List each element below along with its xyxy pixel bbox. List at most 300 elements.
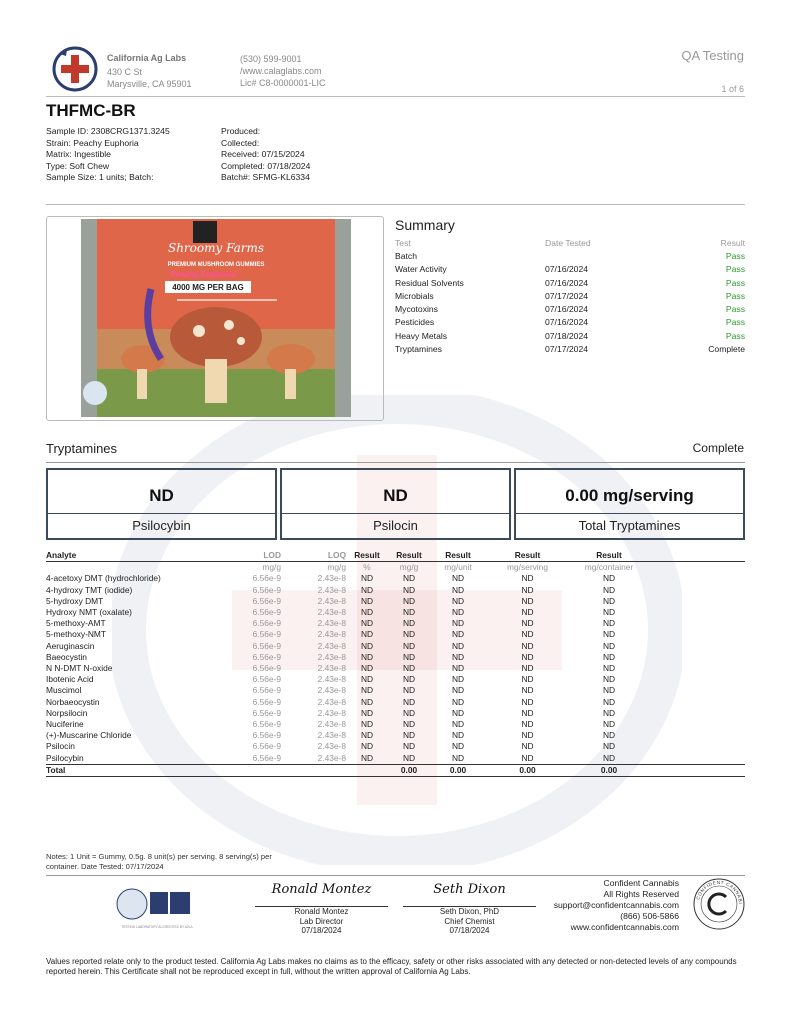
summary-row <box>395 329 745 342</box>
results-cell-3: ND <box>360 573 374 584</box>
results-cell-3: ND <box>360 595 374 606</box>
results-cell-6: ND <box>521 719 534 730</box>
results-cell-3: ND <box>360 685 374 696</box>
lab-phone: (530) 599-9001 <box>240 54 302 64</box>
results-cell-2: 2.43e-8 <box>317 730 346 741</box>
confident-cannabis-seal-icon <box>692 877 746 931</box>
confident-cannabis-info <box>554 878 679 933</box>
results-cell-6: ND <box>521 752 534 763</box>
signature-2-date: 07/18/2024 <box>449 926 490 935</box>
summary-test-result: Pass <box>725 250 745 261</box>
results-cell-2: 2.43e-8 <box>317 663 346 674</box>
results-cell-6: ND <box>521 584 534 595</box>
results-cell-6: ND <box>521 696 534 707</box>
results-cell-2: 2.43e-8 <box>317 629 346 640</box>
summary-test-date: 07/16/2024 <box>545 304 589 315</box>
results-header-0: Analyte <box>46 550 224 562</box>
sample-matrix: Matrix: Ingestible <box>46 149 111 159</box>
results-cell-5: ND <box>451 719 465 730</box>
results-cell-5: ND <box>451 618 465 629</box>
results-cell-1: 6.56e-9 <box>252 685 281 696</box>
results-cell-1: 6.56e-9 <box>252 674 281 685</box>
results-cell-4: ND <box>402 618 416 629</box>
results-cell-3: ND <box>360 663 374 674</box>
results-cell-2: 2.43e-8 <box>317 752 346 763</box>
results-unit-3: % <box>363 562 371 573</box>
results-row <box>46 652 745 663</box>
results-row <box>46 596 745 607</box>
lab-address-line1: 430 C St <box>107 67 143 77</box>
summary-test-date: 07/16/2024 <box>545 277 589 288</box>
sample-received: Received: 07/15/2024 <box>221 149 305 159</box>
results-cell-6: ND <box>521 629 534 640</box>
summary-title: Summary <box>395 217 455 233</box>
results-cell-5: ND <box>451 674 465 685</box>
results-total-2 <box>281 764 346 776</box>
card-psilocin <box>280 468 511 540</box>
results-cell-0: N N-DMT N-oxide <box>46 663 113 674</box>
results-cell-2: 2.43e-8 <box>317 685 346 696</box>
summary-test-result: Pass <box>725 330 745 341</box>
results-cell-0: 4-hydroxy TMT (iodide) <box>46 584 133 595</box>
lab-name: California Ag Labs <box>107 53 187 63</box>
summary-test-date: 07/18/2024 <box>545 330 589 341</box>
results-cell-4: ND <box>402 696 416 707</box>
product-photo <box>81 219 351 417</box>
results-row <box>46 741 745 752</box>
results-cell-0: Psilocin <box>46 741 75 752</box>
spacer-cell <box>649 629 745 640</box>
sample-strain: Strain: Peachy Euphoria <box>46 137 139 148</box>
results-cell-2: 2.43e-8 <box>317 607 346 618</box>
results-cell-7: ND <box>602 595 616 606</box>
results-header-1: LOD <box>224 550 281 562</box>
spacer-cell <box>649 685 745 696</box>
results-row <box>46 730 745 741</box>
summary-table <box>395 236 745 356</box>
results-cell-2: 2.43e-8 <box>317 573 346 584</box>
brand-logo-icon <box>193 221 217 243</box>
spacer-cell <box>649 741 745 752</box>
results-cell-7: ND <box>602 584 616 595</box>
sample-info-right <box>221 126 310 184</box>
signature-2-script: Seth Dixon <box>433 882 506 897</box>
sample-id: Sample ID: 2308CRG1371.3245 <box>46 126 170 136</box>
results-cell-5: ND <box>451 730 465 741</box>
spacer-cell <box>649 663 745 674</box>
results-row <box>46 618 745 629</box>
lab-contact <box>240 53 326 89</box>
results-cell-4: ND <box>402 663 416 674</box>
results-cell-6: ND <box>521 730 534 741</box>
spacer-cell <box>649 719 745 730</box>
results-cell-4: ND <box>402 730 416 741</box>
results-cell-6: ND <box>521 640 534 651</box>
results-cell-6: ND <box>521 741 534 752</box>
results-header-row <box>46 550 745 562</box>
lab-address-line2: Marysville, CA 95901 <box>107 79 192 89</box>
results-cell-1: 6.56e-9 <box>252 607 281 618</box>
results-cell-7: ND <box>602 674 616 685</box>
results-cell-3: ND <box>360 607 374 618</box>
results-row <box>46 753 745 765</box>
results-cell-7: ND <box>602 719 616 730</box>
summary-row <box>395 249 745 262</box>
spacer-cell <box>649 585 745 596</box>
results-cell-2: 2.43e-8 <box>317 674 346 685</box>
results-units-row <box>46 562 745 574</box>
results-cell-0: Psilocybin <box>46 752 84 763</box>
summary-row <box>395 316 745 329</box>
results-cell-1: 6.56e-9 <box>252 752 281 763</box>
doc-type: QA Testing <box>681 48 744 63</box>
summary-row <box>395 302 745 315</box>
results-cell-3: ND <box>360 640 374 651</box>
lab-license: Lic# C8-0000001-LIC <box>240 78 326 88</box>
results-cell-7: ND <box>602 573 616 584</box>
footer-divider <box>46 875 745 876</box>
results-unit-0 <box>46 562 224 574</box>
summary-test-name: Batch <box>395 250 417 261</box>
results-row <box>46 585 745 596</box>
results-cell-5: ND <box>451 663 465 674</box>
results-cell-3: ND <box>360 730 374 741</box>
results-cell-5: ND <box>451 573 465 584</box>
results-cell-0: Norbaeocystin <box>46 696 100 707</box>
card-psilocybin-label: Psilocybin <box>48 513 275 538</box>
card-total-label: Total Tryptamines <box>516 513 743 538</box>
results-row <box>46 663 745 674</box>
results-unit-6: mg/serving <box>507 562 548 573</box>
page-number: 1 of 6 <box>721 84 744 94</box>
results-cell-1: 6.56e-9 <box>252 663 281 674</box>
spacer-cell <box>649 550 745 562</box>
package-line1: PREMIUM MUSHROOM GUMMIES <box>167 262 265 268</box>
results-cell-3: ND <box>360 719 374 730</box>
results-cell-3: ND <box>360 752 374 763</box>
cc-phone: (866) 506-5866 <box>620 911 679 921</box>
results-cell-5: ND <box>451 752 465 763</box>
summary-test-name: Tryptamines <box>395 344 442 355</box>
results-cell-4: ND <box>402 584 416 595</box>
results-total-7: 0.00 <box>569 764 649 776</box>
results-cell-4: ND <box>402 629 416 640</box>
summary-header-date: Date Tested <box>545 237 591 248</box>
summary-test-date: 07/17/2024 <box>545 290 589 301</box>
results-cell-4: ND <box>402 607 416 618</box>
sample-completed: Completed: 07/18/2024 <box>221 160 311 171</box>
summary-test-date: 07/16/2024 <box>545 264 589 275</box>
summary-test-name: Water Activity <box>395 264 447 275</box>
results-cell-1: 6.56e-9 <box>252 741 281 752</box>
results-cell-5: ND <box>451 584 465 595</box>
spacer-cell <box>649 573 745 584</box>
results-cell-2: 2.43e-8 <box>317 651 346 662</box>
results-cell-1: 6.56e-9 <box>252 696 281 707</box>
results-cell-7: ND <box>602 618 616 629</box>
results-cell-6: ND <box>521 651 534 662</box>
results-cell-6: ND <box>521 685 534 696</box>
results-cell-2: 2.43e-8 <box>317 584 346 595</box>
product-photo-frame <box>46 216 384 421</box>
results-cell-6: ND <box>521 663 534 674</box>
summary-test-name: Pesticides <box>395 317 435 328</box>
results-cell-4: ND <box>402 595 416 606</box>
card-psilocin-value: ND <box>383 486 408 505</box>
results-row <box>46 719 745 730</box>
results-row <box>46 607 745 618</box>
lab-logo-icon <box>52 46 98 92</box>
results-cell-7: ND <box>602 752 616 763</box>
results-cell-3: ND <box>360 674 374 685</box>
summary-header-test: Test <box>395 237 411 248</box>
results-cell-4: ND <box>402 674 416 685</box>
results-cell-2: 2.43e-8 <box>317 595 346 606</box>
tryptamines-results-table <box>46 550 745 777</box>
results-cell-7: ND <box>602 707 616 718</box>
results-cell-5: ND <box>451 595 465 606</box>
spacer-cell <box>649 674 745 685</box>
summary-test-result: Pass <box>725 304 745 315</box>
spacer-cell <box>649 607 745 618</box>
summary-test-date <box>545 249 656 262</box>
sample-produced: Produced: <box>221 126 261 136</box>
summary-row <box>395 342 745 355</box>
results-cell-1: 6.56e-9 <box>252 595 281 606</box>
results-cell-4: ND <box>402 573 416 584</box>
summary-test-result: Pass <box>725 290 745 301</box>
results-unit-2: mg/g <box>327 562 346 573</box>
results-cell-5: ND <box>451 685 465 696</box>
signature-1-title: Lab Director <box>299 916 344 926</box>
lab-website[interactable]: /www.calaglabs.com <box>240 66 322 76</box>
card-psilocin-label: Psilocin <box>282 513 509 538</box>
notes: Notes: 1 Unit = Gummy, 0.5g. 8 unit(s) per serving. 8 serving(s) per container. Date Tested: 07/17/2024 <box>46 852 272 871</box>
cc-email[interactable]: support@confidentcannabis.com <box>553 900 679 910</box>
results-row <box>46 674 745 685</box>
summary-test-result: Pass <box>725 277 745 288</box>
results-cell-3: ND <box>360 696 374 707</box>
results-unit-4: mg/g <box>399 562 419 573</box>
results-cell-0: Baeocystin <box>46 651 87 662</box>
results-header-4: Result <box>388 550 430 562</box>
signature-1-date: 07/18/2024 <box>301 926 342 935</box>
results-cell-6: ND <box>521 607 534 618</box>
summary-test-name: Residual Solvents <box>395 277 464 288</box>
results-header-7: Result <box>569 550 649 562</box>
results-row <box>46 641 745 652</box>
spacer-cell <box>649 562 745 574</box>
package-dose: 4000 MG PER BAG <box>172 283 244 292</box>
results-cell-0: Norpsilocin <box>46 707 88 718</box>
results-cell-3: ND <box>360 651 374 662</box>
summary-test-name: Heavy Metals <box>395 330 448 341</box>
signature-2-name: Seth Dixon, PhD <box>439 907 500 916</box>
results-row <box>46 629 745 640</box>
results-total-5: 0.00 <box>430 764 486 776</box>
results-cell-1: 6.56e-9 <box>252 640 281 651</box>
summary-test-result: Pass <box>725 264 745 275</box>
signature-1-script: Ronald Montez <box>271 882 372 897</box>
results-cell-4: ND <box>402 685 416 696</box>
summary-test-result: Pass <box>725 317 745 328</box>
results-cell-5: ND <box>451 629 465 640</box>
summary-header-result: Result <box>720 237 745 248</box>
results-cell-1: 6.56e-9 <box>252 573 281 584</box>
results-cell-6: ND <box>521 595 534 606</box>
results-total-4: 0.00 <box>388 764 430 776</box>
results-cell-1: 6.56e-9 <box>252 618 281 629</box>
results-cell-0: 5-methoxy-NMT <box>46 629 107 640</box>
disclaimer: Values reported relate only to the product tested. California Ag Labs makes no claims as to the efficacy, safety or other risks associated with any detected or non-detected levels of any compounds reported herein. This Certificate shall not be reproduced except in full, without the written approval of California Ag Labs. <box>46 957 737 976</box>
results-cell-4: ND <box>402 707 416 718</box>
results-cell-6: ND <box>521 707 534 718</box>
results-cell-2: 2.43e-8 <box>317 696 346 707</box>
results-cell-7: ND <box>602 607 616 618</box>
tryptamines-status: Complete <box>692 441 744 455</box>
results-cell-2: 2.43e-8 <box>317 707 346 718</box>
results-cell-4: ND <box>402 741 416 752</box>
summary-test-name: Mycotoxins <box>395 304 438 315</box>
summary-test-name: Microbials <box>395 290 434 301</box>
results-row <box>46 697 745 708</box>
results-total-6: 0.00 <box>486 764 569 776</box>
signature-2-title: Chief Chemist <box>444 916 495 926</box>
results-cell-3: ND <box>360 707 374 718</box>
results-cell-6: ND <box>521 618 534 629</box>
summary-row <box>395 263 745 276</box>
results-cell-3: ND <box>360 584 374 595</box>
results-cell-3: ND <box>360 618 374 629</box>
results-unit-1: mg/g <box>262 562 281 573</box>
info-divider <box>46 204 745 205</box>
results-cell-0: Hydroxy NMT (oxalate) <box>46 607 132 618</box>
summary-row <box>395 276 745 289</box>
accreditation-badge-icon <box>110 884 204 932</box>
summary-header-row <box>395 236 745 249</box>
results-cell-4: ND <box>402 752 416 763</box>
results-header-3: Result <box>346 550 388 562</box>
sample-title: THFMC-BR <box>46 101 136 120</box>
results-cell-0: Muscimol <box>46 685 82 696</box>
cc-website[interactable]: www.confidentcannabis.com <box>570 922 679 932</box>
spacer-cell <box>649 753 745 765</box>
results-cell-5: ND <box>451 741 465 752</box>
results-cell-5: ND <box>451 640 465 651</box>
results-cell-1: 6.56e-9 <box>252 651 281 662</box>
cc-seal-text: CONFIDENT CANNABI <box>695 879 744 905</box>
results-cell-1: 6.56e-9 <box>252 730 281 741</box>
spacer-cell <box>649 764 745 776</box>
summary-row <box>395 289 745 302</box>
results-total-0: Total <box>46 764 224 776</box>
tryptamines-divider <box>46 462 745 463</box>
results-cell-5: ND <box>451 607 465 618</box>
summary-test-date: 07/16/2024 <box>545 317 589 328</box>
results-header-2: LOQ <box>281 550 346 562</box>
package-flavor: Peachy Euphoria <box>170 270 236 279</box>
results-cell-2: 2.43e-8 <box>317 618 346 629</box>
spacer-cell <box>649 618 745 629</box>
sample-info-left <box>46 126 170 184</box>
results-cell-0: 4-acetoxy DMT (hydrochloride) <box>46 573 161 584</box>
cc-rights: All Rights Reserved <box>603 889 679 899</box>
results-cell-0: Aeruginascin <box>46 640 95 651</box>
results-total-row <box>46 764 745 776</box>
card-total-tryptamines <box>514 468 745 540</box>
results-cell-0: (+)-Muscarine Chloride <box>46 730 132 741</box>
summary-test-date: 07/17/2024 <box>545 344 589 355</box>
results-cell-4: ND <box>402 640 416 651</box>
results-cell-7: ND <box>602 663 616 674</box>
spacer-cell <box>649 730 745 741</box>
accreditation-text: TESTING LABORATORY ACCREDITED BY A2LA <box>121 925 193 929</box>
sample-collected: Collected: <box>221 137 260 148</box>
results-cell-1: 6.56e-9 <box>252 707 281 718</box>
results-row <box>46 708 745 719</box>
results-cell-0: 5-hydroxy DMT <box>46 595 104 606</box>
spacer-cell <box>649 641 745 652</box>
results-unit-7: mg/container <box>584 562 634 573</box>
spacer-cell <box>649 708 745 719</box>
card-total-value: 0.00 mg/serving <box>565 486 694 505</box>
card-psilocybin <box>46 468 277 540</box>
spacer-cell <box>649 652 745 663</box>
results-header-5: Result <box>430 550 486 562</box>
results-unit-5: mg/unit <box>444 562 472 573</box>
results-cell-6: ND <box>521 573 534 584</box>
package-brand: Shroomy Farms <box>167 241 265 255</box>
header-divider <box>46 96 745 97</box>
results-cell-7: ND <box>602 741 616 752</box>
results-cell-2: 2.43e-8 <box>317 741 346 752</box>
results-cell-7: ND <box>602 629 616 640</box>
results-cell-3: ND <box>360 741 374 752</box>
cc-name: Confident Cannabis <box>603 878 679 888</box>
results-cell-7: ND <box>602 640 616 651</box>
product-package-illustration <box>81 219 351 417</box>
card-psilocybin-value: ND <box>149 486 174 505</box>
results-total-3 <box>346 764 388 776</box>
results-cell-7: ND <box>602 696 616 707</box>
results-cell-5: ND <box>451 651 465 662</box>
tryptamines-title: Tryptamines <box>46 441 118 456</box>
results-header-6: Result <box>486 550 569 562</box>
results-cell-0: 5-methoxy-AMT <box>46 618 106 629</box>
results-cell-1: 6.56e-9 <box>252 584 281 595</box>
results-cell-6: ND <box>521 674 534 685</box>
results-cell-4: ND <box>402 651 416 662</box>
results-cell-2: 2.43e-8 <box>317 640 346 651</box>
spacer-cell <box>649 697 745 708</box>
spacer-cell <box>649 596 745 607</box>
results-cell-4: ND <box>402 719 416 730</box>
results-cell-5: ND <box>451 696 465 707</box>
sample-size: Sample Size: 1 units; Batch: <box>46 172 154 182</box>
sample-type: Type: Soft Chew <box>46 160 110 171</box>
results-cell-0: Nuciferine <box>46 719 84 730</box>
results-cell-7: ND <box>602 651 616 662</box>
results-cell-0: Ibotenic Acid <box>46 674 94 685</box>
summary-test-result: Complete <box>708 344 745 355</box>
results-cell-7: ND <box>602 685 616 696</box>
results-cell-1: 6.56e-9 <box>252 719 281 730</box>
results-cell-1: 6.56e-9 <box>252 629 281 640</box>
signature-block-2 <box>403 882 536 936</box>
results-row <box>46 685 745 696</box>
results-row <box>46 573 745 584</box>
sample-batch: Batch#: SFMG-KL6334 <box>221 172 310 182</box>
